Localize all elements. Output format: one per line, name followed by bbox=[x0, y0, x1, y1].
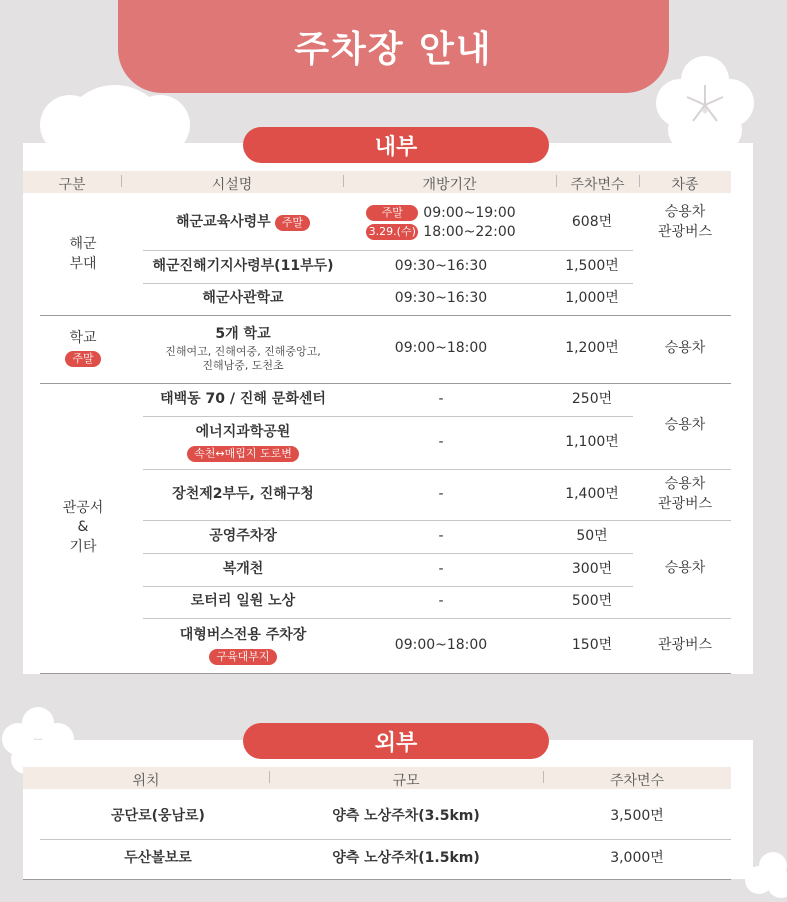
outer-scale: 양측 노상주차(1.5km) bbox=[332, 850, 480, 867]
outer-scale: 양측 노상주차(3.5km) bbox=[332, 808, 480, 825]
weekend-badge: 주말 bbox=[65, 351, 100, 367]
cherry-blossom-icon bbox=[650, 55, 760, 150]
inner-table-header bbox=[23, 171, 731, 193]
outer-spaces: 3,000면 bbox=[610, 850, 664, 867]
header-vehicle: 차종 bbox=[671, 177, 699, 193]
open-period: - bbox=[438, 485, 444, 502]
header-location: 위치 bbox=[132, 773, 160, 789]
group-navy: 해군 부대 bbox=[69, 236, 97, 272]
location-badge: 구육대부지 bbox=[209, 649, 276, 665]
outer-section-label: 외부 bbox=[243, 723, 549, 759]
outer-spaces: 3,500면 bbox=[610, 808, 664, 825]
parking-spaces: 1,200면 bbox=[565, 340, 619, 357]
parking-spaces: 50면 bbox=[576, 527, 608, 544]
parking-spaces: 300면 bbox=[571, 560, 613, 577]
header-category: 구분 bbox=[58, 177, 86, 193]
open-period: - bbox=[438, 593, 444, 610]
facility-name: 해군진해기지사령부(11부두) bbox=[152, 257, 334, 274]
parking-spaces: 1,400면 bbox=[565, 485, 619, 502]
vehicle-type: 승용차 bbox=[664, 417, 706, 434]
open-period: - bbox=[438, 560, 444, 577]
facility-name: 공영주차장 bbox=[209, 527, 277, 544]
open-period: 09:30~16:30 bbox=[394, 290, 488, 307]
facility-name: 5개 학교 진해여고, 진해여중, 진해중앙고, 진해남중, 도천초 bbox=[165, 325, 321, 372]
vehicle-type: 승용차 관광버스 bbox=[657, 203, 713, 240]
facility-name: 대형버스전용 주차장 구육대부지 bbox=[179, 626, 307, 663]
vehicle-type: 승용차 관광버스 bbox=[657, 475, 713, 512]
open-period: 09:30~16:30 bbox=[394, 257, 488, 274]
parking-spaces: 500면 bbox=[571, 593, 613, 610]
page-title-tab bbox=[118, 0, 669, 93]
open-period: - bbox=[438, 433, 444, 450]
inner-section-label: 내부 bbox=[243, 127, 549, 163]
facility-name: 해군교육사령부 주말 bbox=[143, 195, 343, 250]
open-period: 주말 09:00~19:00 3.29.(수) 18:00~22:00 bbox=[343, 195, 539, 250]
facility-name: 태백동 70 / 진해 문화센터 bbox=[160, 390, 326, 407]
parking-spaces: 250면 bbox=[571, 390, 613, 407]
header-facility: 시설명 bbox=[211, 177, 253, 193]
outer-location: 공단로(웅남로) bbox=[111, 808, 205, 825]
open-period: - bbox=[438, 390, 444, 407]
outer-table-header bbox=[23, 767, 731, 789]
parking-spaces: 1,000면 bbox=[565, 290, 619, 307]
group-public: 관공서 & 기타 bbox=[62, 499, 104, 555]
open-period: - bbox=[438, 527, 444, 544]
vehicle-type: 승용차 bbox=[664, 560, 706, 577]
facility-name: 에너지과학공원 속천↔매립지 도로변 bbox=[143, 416, 343, 469]
header-period: 개방기간 bbox=[422, 177, 477, 193]
weekend-badge: 주말 bbox=[275, 215, 310, 231]
facility-name: 복개천 bbox=[222, 560, 264, 577]
facility-name: 로터리 일원 노상 bbox=[190, 593, 296, 610]
location-badge: 속천↔매립지 도로변 bbox=[187, 446, 299, 462]
outer-location: 두산볼보로 bbox=[124, 850, 192, 867]
header-spaces: 주차면수 bbox=[609, 773, 665, 789]
open-period: 09:00~18:00 bbox=[394, 636, 488, 653]
vehicle-type: 관광버스 bbox=[657, 636, 713, 653]
parking-spaces: 1,100면 bbox=[565, 433, 619, 450]
facility-name: 해군사관학교 bbox=[202, 290, 284, 307]
open-period: 09:00~18:00 bbox=[394, 340, 488, 357]
header-spaces: 주차면수 bbox=[570, 177, 625, 193]
facility-name: 장천제2부두, 진해구청 bbox=[172, 485, 314, 502]
parking-spaces: 608면 bbox=[571, 213, 613, 230]
header-scale: 규모 bbox=[392, 773, 420, 789]
parking-spaces: 150면 bbox=[571, 636, 613, 653]
page-title: 주차장 안내 bbox=[294, 29, 493, 70]
group-school: 학교 주말 bbox=[23, 315, 143, 383]
parking-spaces: 1,500면 bbox=[565, 257, 619, 274]
vehicle-type: 승용차 bbox=[664, 340, 706, 357]
